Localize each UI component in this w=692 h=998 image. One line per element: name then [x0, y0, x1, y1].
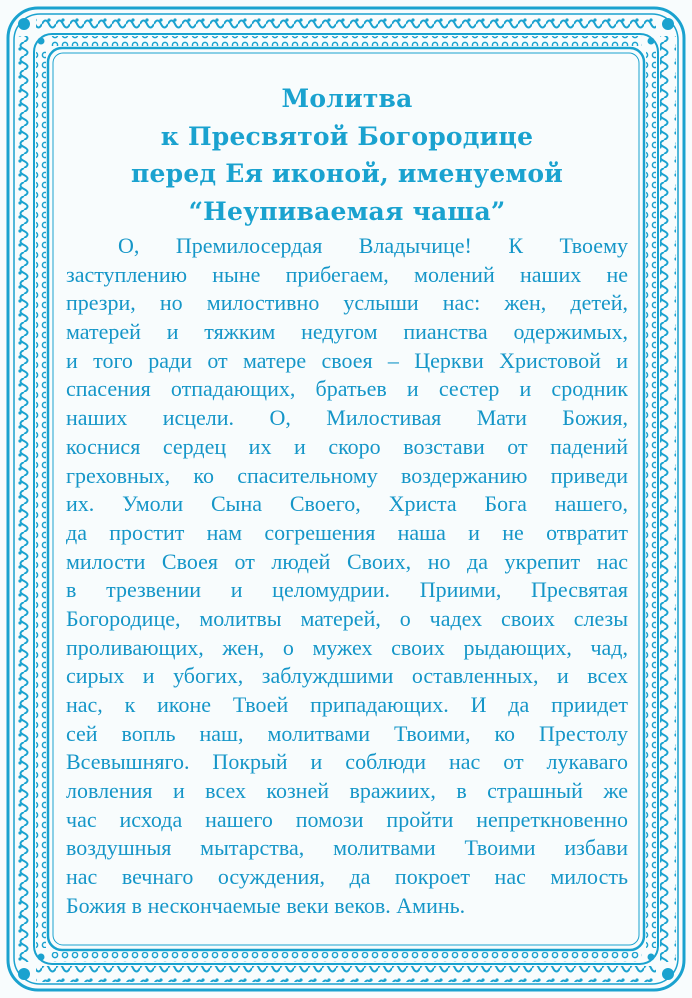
body-line: презри, но милостивно услыши нас: жен, детей, — [66, 290, 628, 316]
body-line: коснися сердец их и скоро возстави от падений — [66, 433, 628, 459]
body-line: в трезвении и целомудрии. Приими, Пресвятая — [66, 577, 628, 603]
body-line: милости Своея от людей Своих, но да укрепит нас — [66, 548, 628, 574]
prayer-body — [66, 232, 628, 921]
body-line: ловления и всех козней вражиих, в страшный же — [66, 778, 628, 804]
body-line: сирых и убогих, заблуждшими оставленных, и всех — [66, 663, 628, 689]
body-line: Божия в нескончаемые веки веков. Аминь. — [66, 892, 466, 918]
body-line: наших исцели. О, Милостивая Мати Божия, — [66, 405, 628, 431]
body-line: и того ради от матере своея – Церкви Христовой и — [66, 347, 628, 373]
body-line: проливающих, жен, о мужех своих рыдающих, чад, — [66, 634, 628, 660]
body-line: спасения отпадающих, братьев и сестер и сродник — [66, 376, 628, 402]
body-line: нас вечнаго осуждения, да покроет нас милость — [66, 864, 628, 890]
title-line: к Пресвятой Богородице — [160, 121, 534, 151]
body-line: их. Умоли Сына Своего, Христа Бога нашего, — [66, 491, 628, 517]
body-line: нас, к иконе Твоей припадающих. И да приидет — [66, 692, 628, 717]
prayer-content — [66, 80, 628, 940]
body-line: О, Премилосердая Владычице! К Твоему — [118, 233, 628, 258]
body-line: Богородице, молитвы матерей, о чадех своих слезы — [66, 605, 628, 631]
body-line: матерей и тяжким недугом пианства одержимых, — [66, 319, 628, 345]
title-line: Молитва — [281, 84, 413, 113]
title-line: перед Ея иконой, именуемой — [131, 159, 563, 188]
body-line: сей вопль наш, молитвами Твоими, ко Престолу — [66, 720, 628, 746]
prayer-title — [66, 80, 628, 230]
body-line: час исхода нашего помози пройти непреткновенно — [66, 806, 628, 832]
body-line: воздушныя мытарства, молитвами Твоими избави — [66, 835, 628, 861]
body-line: греховных, ко спасительному воздержанию приведи — [66, 462, 628, 488]
body-line: заступлению ныне прибегаем, молений наших не — [66, 261, 628, 287]
body-line: да простит нам согрешения наша и не отвратит — [66, 519, 628, 545]
body-line: Всевышняго. Покрый и соблюди нас от лукаваго — [66, 749, 628, 775]
title-line: “Неупиваемая чаша” — [188, 196, 506, 226]
